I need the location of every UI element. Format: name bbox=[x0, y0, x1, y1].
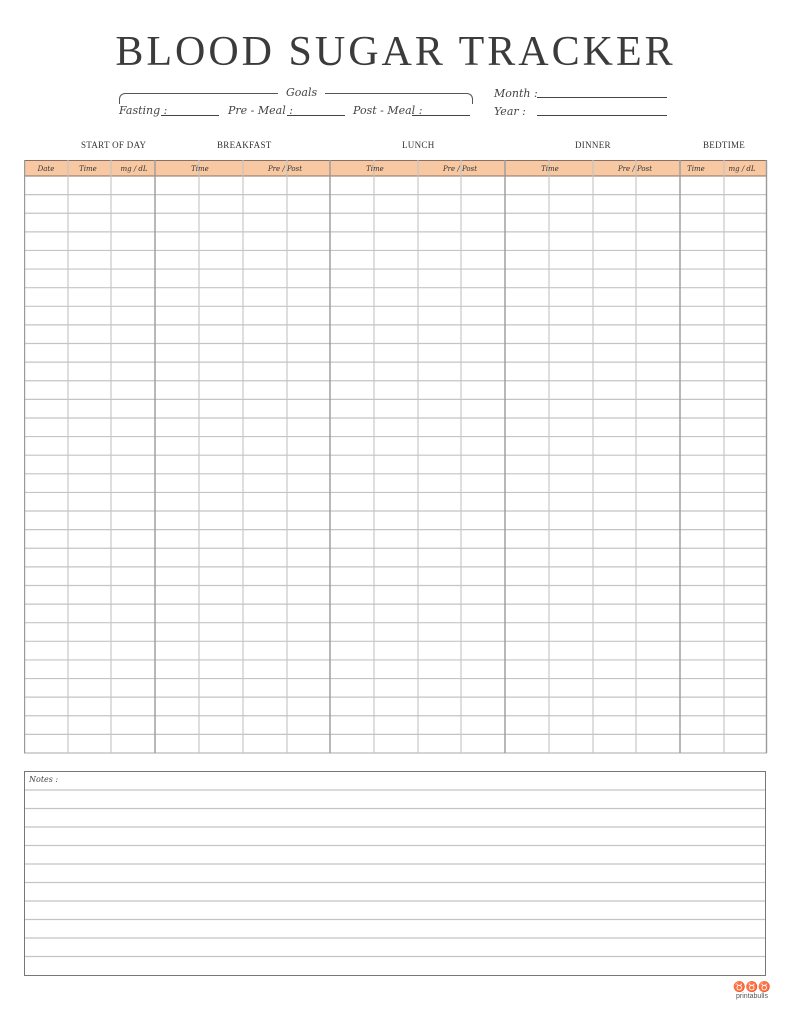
year-field[interactable] bbox=[537, 115, 667, 116]
header-time-lunch: Time bbox=[366, 165, 384, 173]
notes-box[interactable] bbox=[24, 771, 766, 976]
grid-lines bbox=[24, 160, 767, 753]
pre-meal-label: Pre - Meal : bbox=[228, 104, 293, 117]
page-title: BLOOD SUGAR TRACKER bbox=[115, 29, 676, 75]
section-dinner: DINNER bbox=[575, 140, 611, 150]
section-breakfast: BREAKFAST bbox=[217, 140, 272, 150]
pre-meal-field[interactable] bbox=[287, 115, 345, 116]
goals-label: Goals bbox=[278, 86, 325, 99]
month-label: Month : bbox=[494, 87, 538, 100]
post-meal-label: Post - Meal : bbox=[353, 104, 423, 117]
month-field[interactable] bbox=[537, 97, 667, 98]
bull-icon: ♉♉♉ bbox=[733, 982, 771, 993]
fasting-field[interactable] bbox=[161, 115, 219, 116]
tracker-grid[interactable] bbox=[24, 160, 768, 755]
section-start-of-day: START OF DAY bbox=[81, 140, 147, 150]
header-pre-post-lunch: Pre / Post bbox=[442, 165, 478, 173]
header-date: Date bbox=[37, 165, 55, 173]
header-mg-dl-bedtime: mg / dL bbox=[728, 165, 756, 173]
notes-lines bbox=[25, 772, 765, 974]
header-time-breakfast: Time bbox=[191, 165, 209, 173]
header-time-bedtime: Time bbox=[687, 165, 705, 173]
header-time-dinner: Time bbox=[541, 165, 559, 173]
logo-text: printabulls bbox=[736, 993, 768, 1000]
printabulls-logo bbox=[732, 983, 772, 1000]
header-pre-post-breakfast: Pre / Post bbox=[267, 165, 303, 173]
year-label: Year : bbox=[494, 105, 526, 118]
header-mg-dl: mg / dL bbox=[120, 165, 148, 173]
header-pre-post-dinner: Pre / Post bbox=[617, 165, 653, 173]
section-bedtime: BEDTIME bbox=[703, 140, 746, 150]
notes-label: Notes : bbox=[29, 775, 59, 784]
fasting-label: Fasting : bbox=[119, 104, 168, 117]
post-meal-field[interactable] bbox=[412, 115, 470, 116]
header-time: Time bbox=[79, 165, 97, 173]
section-lunch: LUNCH bbox=[402, 140, 435, 150]
